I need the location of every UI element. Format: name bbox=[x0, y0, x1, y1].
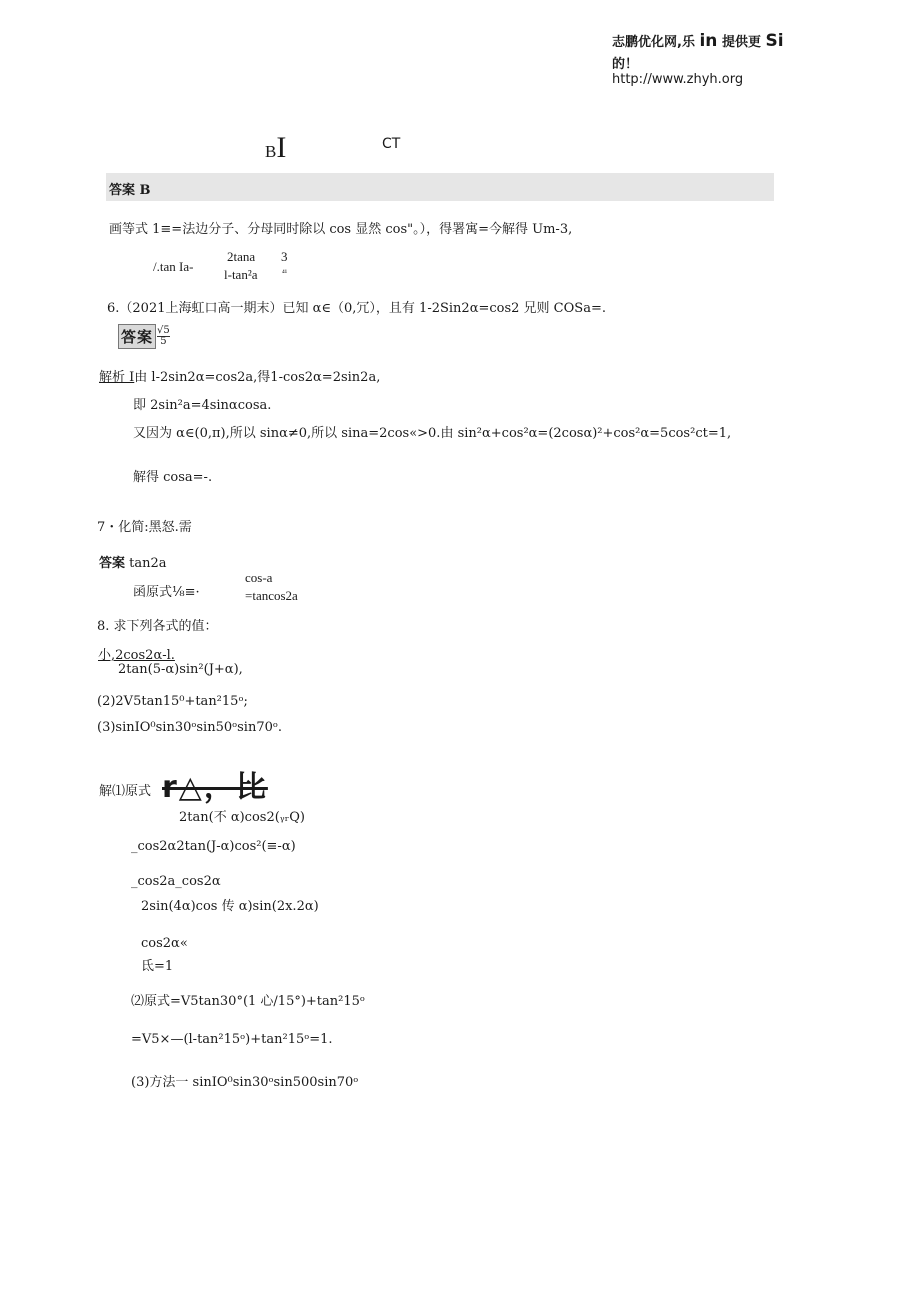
q7-text: 7・化简:黑怒.需 bbox=[97, 520, 192, 535]
q5-lhs: /.tan Ia- bbox=[153, 259, 194, 274]
q8-s2: _cos2α2tan(J-α)cos²(≡-α) bbox=[131, 839, 296, 854]
q6-sol2: 即 2sin²a=4sinαcosa. bbox=[133, 398, 272, 413]
header-line2: 的！ bbox=[612, 57, 639, 72]
q8-sol-label: 解⑴原式 bbox=[99, 784, 152, 799]
header-text-a: 志鹏优化网,乐 bbox=[612, 35, 695, 50]
q6-sol1: 由 l-2sin2α=cos2a,得1-cos2α=2sin2a, bbox=[134, 370, 381, 385]
q8-s3: _cos2a_cos2α bbox=[131, 874, 221, 889]
q6-sol3: 又因为 α∈(0,π),所以 sinα≠0,所以 sina=2cos«>0.由 sin²α+cos²α=(2cosα)²+cos²α=5cos²ct=1, bbox=[133, 426, 732, 441]
q8-s9: (3)方法一 sinIO⁰sin30ᵒsin500sin70ᵒ bbox=[131, 1075, 359, 1090]
q6-answer-badge bbox=[118, 324, 170, 349]
q8-strike-text: r△，比 bbox=[162, 770, 268, 805]
q7-sol-left: 函原式⅛≡· bbox=[133, 585, 200, 600]
q7-answer-label: 答案 bbox=[99, 556, 126, 571]
q8-part2: (2)2V5tan15⁰+tan²15ᵒ; bbox=[97, 694, 248, 709]
q8-s1: 2tan(不 α)cos2(ᵧᵣQ) bbox=[179, 810, 305, 825]
ct-fragment: CT bbox=[382, 136, 401, 152]
header-text-in: in bbox=[699, 31, 718, 51]
q6-answer-num: √5 bbox=[157, 325, 170, 336]
q7-answer-val: tan2a bbox=[129, 556, 167, 571]
q6-answer-den: 5 bbox=[160, 336, 167, 347]
header-text-c: 提供更 bbox=[721, 35, 761, 50]
bi-fragment bbox=[265, 131, 287, 164]
header-text-si: Si bbox=[765, 31, 784, 51]
q5-den: l-tan²a bbox=[224, 267, 258, 282]
header-url: http://www.zhyh.org bbox=[612, 72, 744, 87]
q5-four-one: ⁴¹ bbox=[282, 268, 288, 277]
q5-num: 2tana bbox=[227, 249, 256, 264]
q5-line1: 画等式 1≡=法边分子、分母同时除以 cos 显然 cos"。），得署寓=今解得 Um-3, bbox=[109, 222, 573, 237]
bi-b: B bbox=[265, 142, 277, 161]
q8-s4: 2sin(4α)cos 传 α)sin(2x.2α) bbox=[141, 899, 319, 914]
q5-three: 3 bbox=[281, 249, 288, 264]
q7-sol-top: cos-a bbox=[245, 570, 273, 585]
q8-s5: cos2α« bbox=[141, 936, 188, 951]
q8-part3: (3)sinIO⁰sin30ᵒsin50ᵒsin70ᵒ. bbox=[97, 720, 283, 735]
answer-bar bbox=[106, 173, 774, 201]
q8-s7: ⑵原式=V5tan30°(1 心/15°)+tan²15ᵒ bbox=[131, 994, 365, 1009]
q6-answer-label: 答案 bbox=[118, 324, 156, 349]
q8-s6: 氐=1 bbox=[141, 959, 174, 974]
q8-part1a: 小,2cos2α-l. bbox=[98, 648, 175, 663]
q7-answer bbox=[99, 552, 167, 571]
bi-i: I bbox=[276, 131, 287, 164]
q6-text: 6.（2021上海虹口高一期末）已知 α∈（0,冗），且有 1-2Sin2α=cos2 兄则 COSa=. bbox=[107, 301, 606, 316]
q5-answer: 答案 B bbox=[109, 183, 151, 198]
q7-sol-bottom: =tancos2a bbox=[245, 588, 298, 603]
q8-text: 8. 求下列各式的值： bbox=[97, 619, 218, 634]
q6-sol4: 解得 cosa=-. bbox=[133, 470, 213, 485]
header-line1 bbox=[612, 31, 784, 51]
q8-s8: =V5×—(l-tan²15ᵒ)+tan²15ᵒ=1. bbox=[131, 1032, 333, 1047]
q8-part1b: 2tan(5-α)sin²(J+α), bbox=[118, 662, 243, 677]
q6-sol-label: 解析 I bbox=[99, 370, 135, 385]
q6-answer-fraction bbox=[157, 326, 170, 347]
q6-solution-line1 bbox=[99, 366, 380, 385]
